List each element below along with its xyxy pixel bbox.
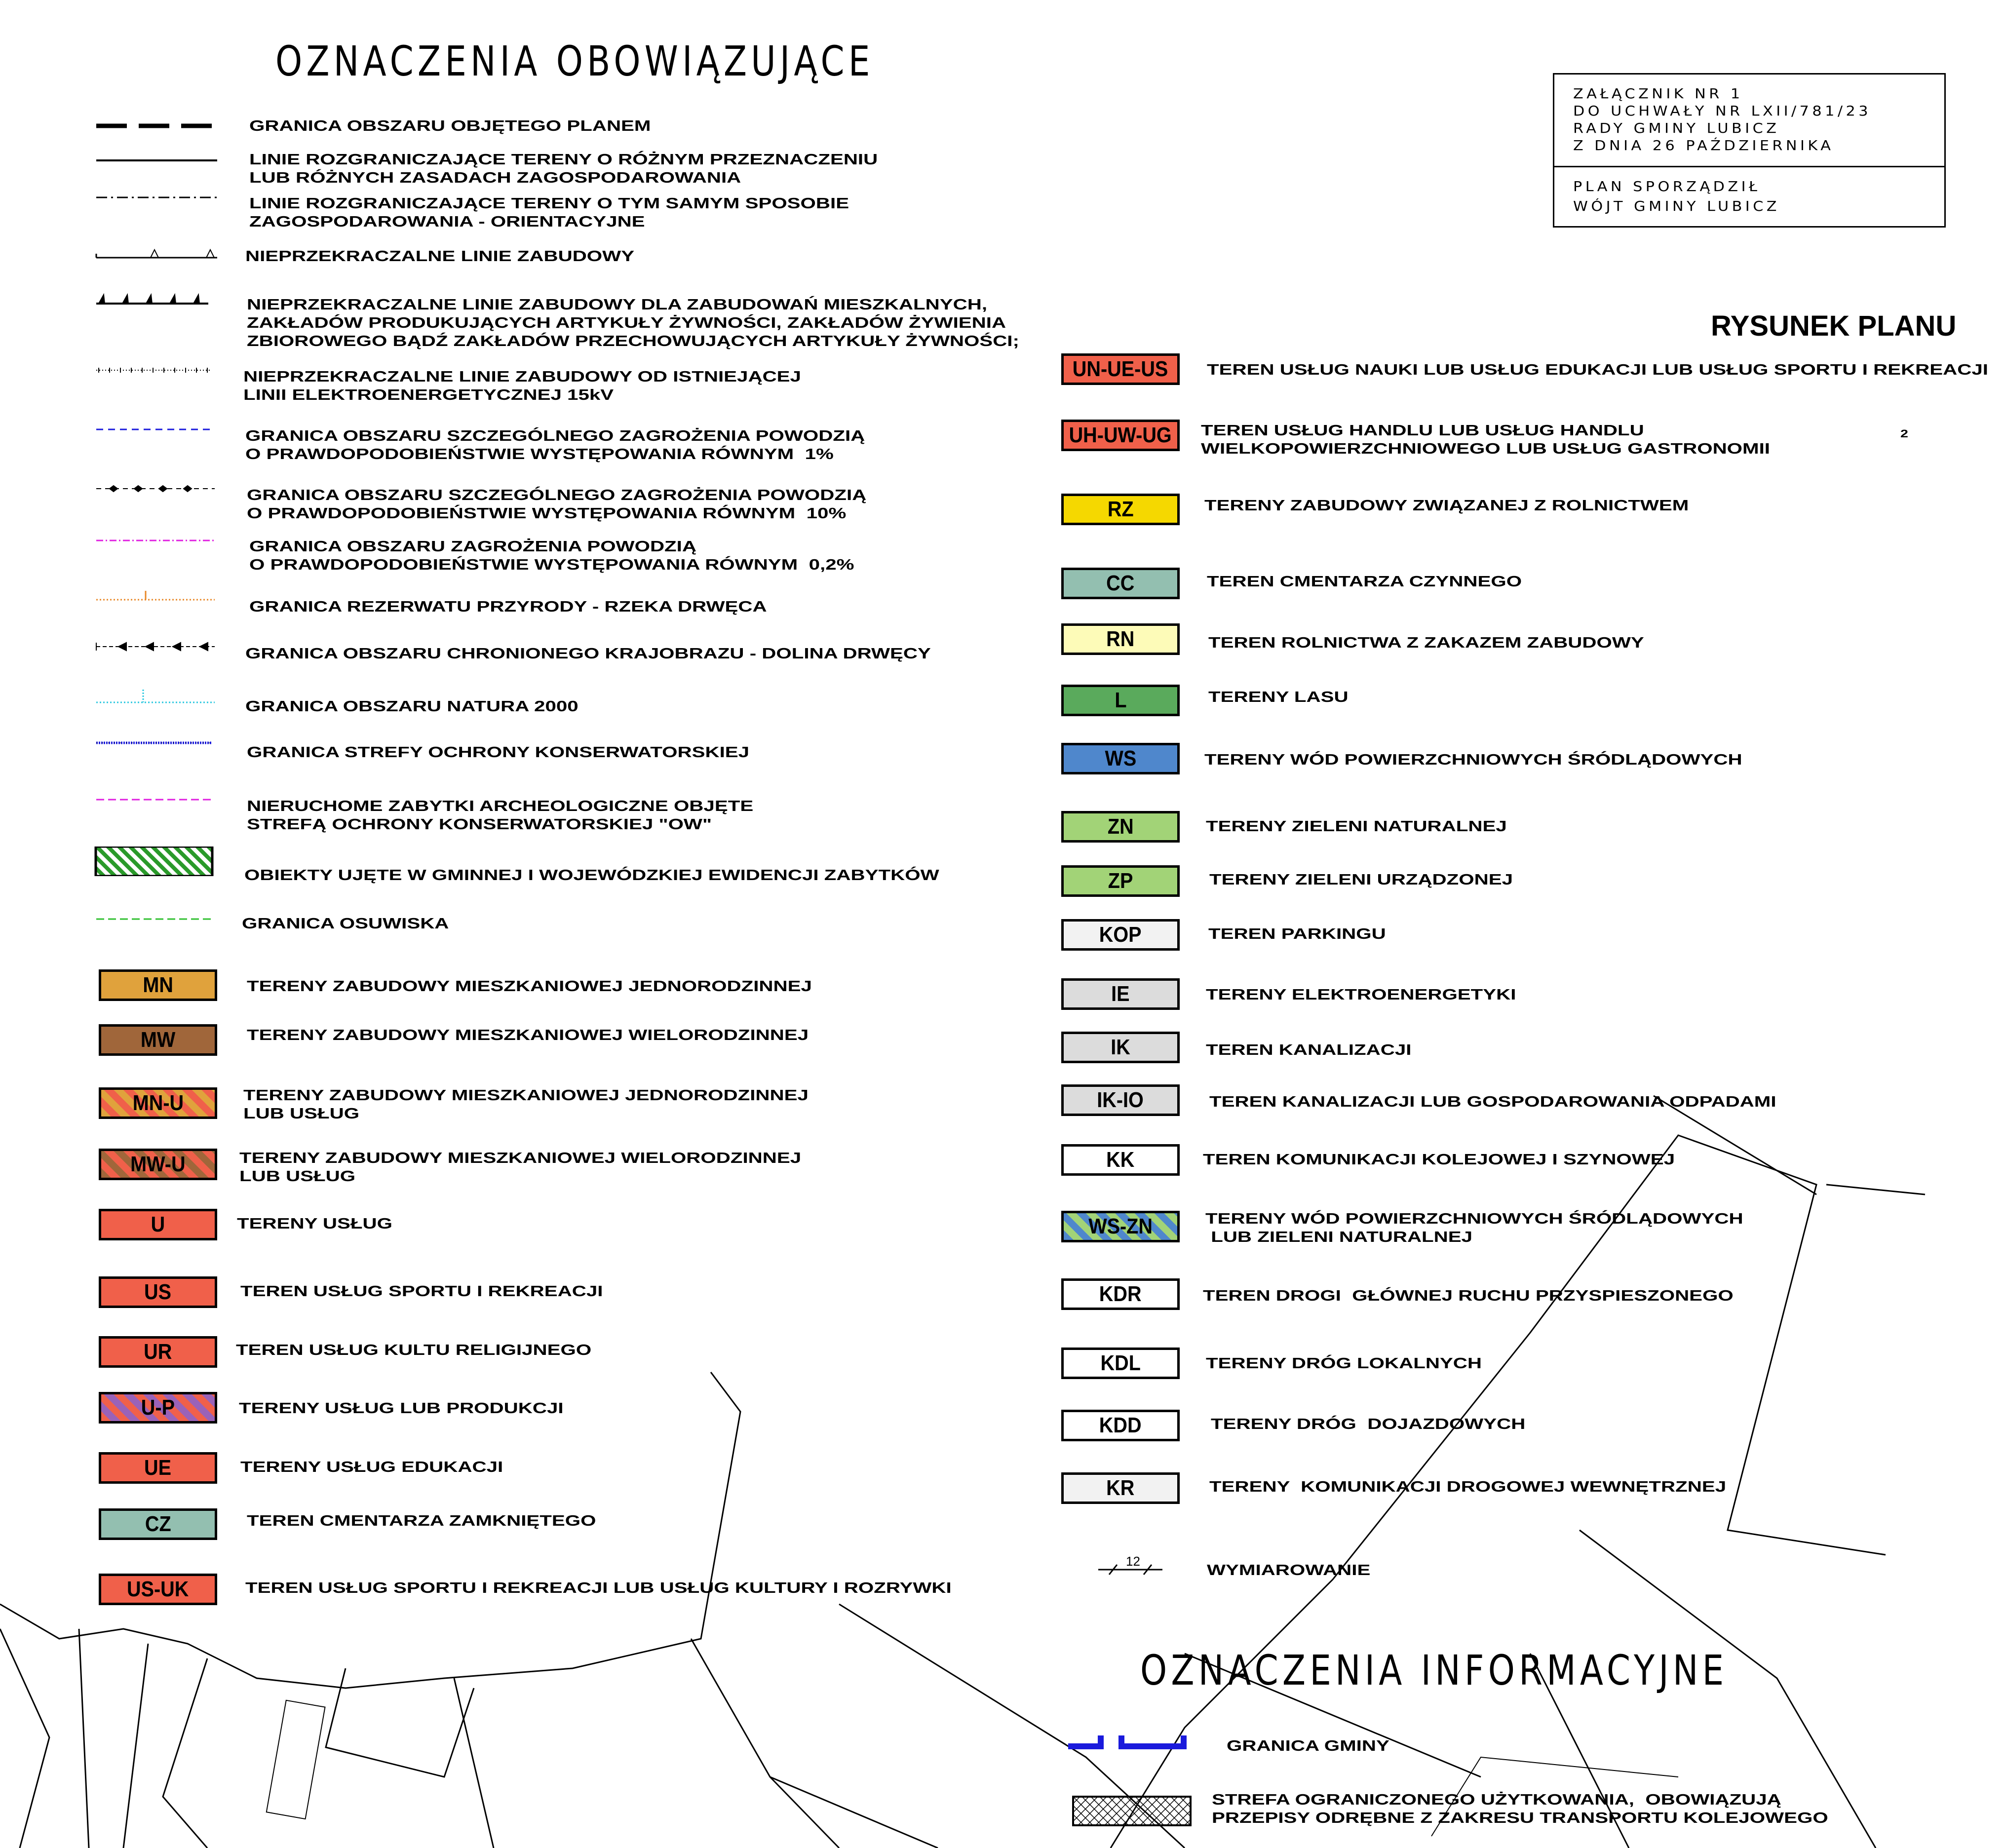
zone-symbol-ws — [1061, 743, 1180, 774]
zone-symbol-u-p — [99, 1392, 217, 1424]
zone-symbol-zn — [1061, 811, 1180, 843]
attachment-line: ZAŁĄCZNIK NR 1 — [1573, 85, 1743, 102]
zone-code: KDR — [1099, 1282, 1142, 1306]
line-symbol-open-tri — [94, 238, 222, 268]
zone-code: L — [1114, 688, 1127, 712]
zone-description: TEREN KANALIZACJI LUB GOSPODAROWANIA ODPADAMI — [1209, 1093, 1776, 1110]
zone-code: US-UK — [127, 1577, 189, 1601]
zone-description: TEREN USŁUG HANDLU LUB USŁUG HANDLU WIELKOPOWIERZCHNIOWEGO LUB USŁUG GASTRONOMII — [1201, 422, 1770, 457]
zone-code: KDL — [1100, 1351, 1141, 1375]
zone-code: WS-ZN — [1088, 1214, 1153, 1238]
zone-symbol-un-ue-us — [1061, 353, 1180, 385]
zone-description: TEREN DROGI GŁÓWNEJ RUCHU PRZYSPIESZONEGO — [1203, 1287, 1734, 1304]
zone-code: MN — [143, 973, 173, 997]
crosshatch-symbol — [1072, 1796, 1192, 1826]
zone-description: TERENY DRÓG LOKALNYCH — [1206, 1354, 1482, 1372]
zone-description: TEREN CMENTARZA CZYNNEGO — [1207, 573, 1522, 590]
zone-symbol-ur — [99, 1336, 217, 1368]
line-symbol-green-dash — [94, 904, 222, 934]
zone-code: UR — [144, 1340, 172, 1364]
zone-description: TERENY WÓD POWIERZCHNIOWYCH ŚRÓDLĄDOWYCH LUB ZIELENI NATURALNEJ — [1205, 1210, 1743, 1245]
zone-symbol-cc — [1061, 568, 1180, 599]
line-legend-text: GRANICA OBSZARU SZCZEGÓLNEGO ZAGROŻENIA POWODZIĄ O PRAWDOPODOBIEŃSTWIE WYSTĘPOWANIA RÓWNYM 10% — [247, 486, 867, 522]
line-legend-text: GRANICA REZERWATU PRZYRODY - RZEKA DRWĘCA — [249, 598, 767, 615]
attachment-author: PLAN SPORZĄDZIŁ — [1573, 178, 1761, 194]
zone-description: TERENY ZABUDOWY MIESZKANIOWEJ JEDNORODZINNEJ LUB USŁUG — [243, 1086, 809, 1122]
zone-description: TERENY KOMUNIKACJI DROGOWEJ WEWNĘTRZNEJ — [1209, 1478, 1727, 1495]
zone-symbol-rz — [1061, 494, 1180, 525]
stray-mark: 2 — [1900, 427, 1908, 440]
zone-description: TERENY ZABUDOWY ZWIĄZANEJ Z ROLNICTWEM — [1204, 497, 1689, 514]
zone-symbol-us-uk — [99, 1574, 217, 1605]
line-symbol-filled-tri — [94, 284, 222, 313]
zone-symbol-ik-io — [1061, 1084, 1180, 1116]
zone-symbol-us — [99, 1276, 217, 1308]
zone-description: TERENY USŁUG — [237, 1215, 392, 1232]
dimension-symbol — [1098, 1550, 1167, 1579]
municipality-boundary-symbol — [1066, 1732, 1190, 1757]
attachment-line: RADY GMINY LUBICZ — [1573, 120, 1780, 136]
line-symbol-orange-dot — [94, 585, 222, 615]
attachment-author: WÓJT GMINY LUBICZ — [1573, 198, 1780, 214]
zone-code: U-P — [141, 1395, 175, 1420]
line-legend-text: GRANICA STREFY OCHRONY KONSERWATORSKIEJ — [247, 743, 750, 761]
zone-symbol-mw-u — [99, 1149, 217, 1180]
zone-code: MN-U — [132, 1091, 184, 1115]
zone-symbol-ie — [1061, 978, 1180, 1010]
zone-code: ZP — [1108, 869, 1133, 893]
line-symbol-blue-dotdense — [94, 728, 222, 758]
zone-description: TEREN KOMUNIKACJI KOLEJOWEJ I SZYNOWEJ — [1203, 1151, 1675, 1168]
zone-symbol-ue — [99, 1452, 217, 1484]
zone-description: TERENY ZIELENI NATURALNEJ — [1206, 817, 1507, 835]
attachment-line: Z DNIA 26 PAŹDZIERNIKA — [1573, 137, 1834, 154]
zone-code: IK — [1111, 1035, 1130, 1059]
zone-symbol-ws-zn — [1061, 1211, 1180, 1242]
zone-code: CZ — [145, 1512, 171, 1536]
zone-code: ZN — [1107, 814, 1134, 839]
line-legend-text: NIERUCHOME ZABYTKI ARCHEOLOGICZNE OBJĘTE STREFĄ OCHRONY KONSERWATORSKIEJ "OW" — [247, 797, 754, 833]
zone-code: KR — [1106, 1476, 1135, 1500]
zone-code: UN-UE-US — [1073, 357, 1168, 381]
zone-symbol-mn-u — [99, 1087, 217, 1119]
zone-description: TERENY USŁUG LUB PRODUKCJI — [239, 1399, 564, 1417]
zone-symbol-kr — [1061, 1472, 1180, 1504]
zone-code: US — [144, 1280, 172, 1304]
line-legend-text: NIEPRZEKRACZALNE LINIE ZABUDOWY OD ISTNIEJĄCEJ LINII ELEKTROENERGETYCZNEJ 15kV — [243, 368, 801, 403]
zone-code: MW-U — [130, 1152, 186, 1176]
line-symbol-cyan-dot — [94, 684, 222, 713]
line-legend-text: LINIE ROZGRANICZAJĄCE TERENY O TYM SAMYM SPOSOBIE ZAGOSPODAROWANIA - ORIENTACYJNE — [249, 194, 849, 230]
zone-description: TEREN CMENTARZA ZAMKNIĘTEGO — [247, 1512, 596, 1529]
zone-code: MW — [140, 1028, 176, 1052]
line-legend-text: GRANICA OBSZARU NATURA 2000 — [245, 697, 578, 715]
zone-code: CC — [1106, 571, 1135, 595]
zone-description: TERENY ZABUDOWY MIESZKANIOWEJ JEDNORODZINNEJ — [247, 977, 812, 995]
zone-description: TERENY DRÓG DOJAZDOWYCH — [1211, 1415, 1526, 1432]
attachment-line: DO UCHWAŁY NR LXII/781/23 — [1573, 103, 1871, 119]
dimension-value: 12 — [1126, 1554, 1140, 1569]
zone-code: KDD — [1099, 1413, 1142, 1437]
zone-description: TERENY ZABUDOWY MIESZKANIOWEJ WIELORODZINNEJ — [247, 1026, 809, 1043]
drawing-title: RYSUNEK PLANU — [1711, 310, 1957, 342]
zone-code: UE — [144, 1456, 172, 1480]
zone-description: TEREN USŁUG SPORTU I REKREACJI LUB USŁUG KULTURY I ROZRYWKI — [245, 1579, 952, 1596]
zone-code: IK-IO — [1097, 1088, 1144, 1112]
line-symbol-diamond — [94, 474, 222, 503]
zone-symbol-kdd — [1061, 1410, 1180, 1441]
dimension-label: WYMIAROWANIE — [1207, 1561, 1371, 1578]
zone-code: KK — [1106, 1148, 1135, 1172]
line-legend-text: GRANICA OSUWISKA — [242, 915, 449, 932]
zone-symbol-mw — [99, 1024, 217, 1056]
zone-description: TEREN USŁUG KULTU RELIGIJNEGO — [236, 1341, 592, 1358]
zone-symbol-kdr — [1061, 1278, 1180, 1310]
attachment-box — [1553, 73, 1946, 228]
zone-description: TERENY WÓD POWIERZCHNIOWYCH ŚRÓDLĄDOWYCH — [1204, 751, 1742, 768]
zone-symbol-rn — [1061, 623, 1180, 655]
zone-code: KOP — [1099, 923, 1142, 947]
line-legend-text: GRANICA OBSZARU OBJĘTEGO PLANEM — [249, 117, 651, 134]
zone-symbol-zp — [1061, 865, 1180, 897]
zone-description: TERENY USŁUG EDUKACJI — [240, 1458, 503, 1475]
line-legend-text: OBIEKTY UJĘTE W GMINNEJ I WOJEWÓDZKIEJ EWIDENCJI ZABYTKÓW — [244, 866, 939, 884]
zone-code: UH-UW-UG — [1069, 423, 1172, 447]
zone-symbol-kk — [1061, 1144, 1180, 1176]
zone-symbol-ik — [1061, 1032, 1180, 1063]
zone-code: IE — [1111, 982, 1130, 1006]
line-legend-text: LINIE ROZGRANICZAJĄCE TERENY O RÓŻNYM PRZEZNACZENIU LUB RÓŻNYCH ZASADACH ZAGOSPODAROWANIA — [249, 151, 878, 186]
zone-symbol-kdl — [1061, 1348, 1180, 1379]
line-symbol-dot-tick — [94, 355, 222, 385]
zone-description: TERENY ZIELENI URZĄDZONEJ — [1209, 871, 1513, 888]
zone-description: TEREN PARKINGU — [1208, 925, 1386, 942]
zone-description: TERENY ELEKTROENERGETYKI — [1206, 986, 1516, 1003]
zone-symbol-l — [1061, 685, 1180, 716]
line-symbol-arrow-dash — [94, 632, 222, 661]
zone-description: TERENY LASU — [1208, 688, 1349, 705]
line-legend-text: GRANICA OBSZARU ZAGROŻENIA POWODZIĄ O PRAWDOPODOBIEŃSTWIE WYSTĘPOWANIA RÓWNYM 0,2% — [249, 538, 854, 573]
zone-symbol-u — [99, 1209, 217, 1240]
zone-description: TEREN USŁUG NAUKI LUB USŁUG EDUKACJI LUB USŁUG SPORTU I REKREACJI — [1207, 361, 1988, 378]
line-symbol-dash-dot — [94, 183, 222, 212]
line-legend-text: GRANICA OBSZARU CHRONIONEGO KRAJOBRAZU - DOLINA DRWĘCY — [245, 645, 931, 662]
line-symbol-magenta-dash — [94, 785, 222, 814]
line-symbol-dash-heavy — [94, 111, 222, 141]
line-legend-text: GRANICA OBSZARU SZCZEGÓLNEGO ZAGROŻENIA POWODZIĄ O PRAWDOPODOBIEŃSTWIE WYSTĘPOWANIA RÓWNYM 1% — [245, 427, 865, 462]
header-info: OZNACZENIA INFORMACYJNE — [1140, 1646, 1728, 1694]
line-symbol-solid — [94, 146, 222, 175]
zone-code: RN — [1106, 627, 1135, 651]
line-legend-text: NIEPRZEKRACZALNE LINIE ZABUDOWY DLA ZABUDOWAŃ MIESZKALNYCH, ZAKŁADÓW PRODUKUJĄCYCH ARTYKUŁY ŻYWNOŚCI, ZAKŁADÓW ŻYWIENIA ZBIOROWEGO BĄDŹ ZAKŁADÓW PRZECHOWUJĄCYCH ARTYKUŁY ŻYWNOŚCI; — [247, 296, 1019, 349]
zone-symbol-kop — [1061, 919, 1180, 951]
zone-description: TEREN ROLNICTWA Z ZAKAZEM ZABUDOWY — [1208, 634, 1644, 651]
zone-description: TEREN USŁUG SPORTU I REKREACJI — [240, 1282, 603, 1300]
line-legend-text: NIEPRZEKRACZALNE LINIE ZABUDOWY — [245, 247, 635, 265]
info-text: STREFA OGRANICZONEGO UŻYTKOWANIA, OBOWIĄZUJĄ PRZEPISY ODRĘBNE Z ZAKRESU TRANSPORTU KOLEJOWEGO — [1212, 1791, 1828, 1826]
header-main: OZNACZENIA OBOWIĄZUJĄCE — [275, 37, 874, 85]
zone-symbol-cz — [99, 1508, 217, 1540]
zone-code: U — [151, 1212, 165, 1236]
zone-code: WS — [1105, 746, 1136, 770]
zone-symbol-uh-uw-ug — [1061, 420, 1180, 451]
zone-symbol-mn — [99, 969, 217, 1001]
info-text: GRANICA GMINY — [1227, 1737, 1389, 1754]
zone-code: RZ — [1107, 497, 1134, 521]
line-symbol-magenta-dashdot — [94, 526, 222, 555]
line-symbol-blue-dash — [94, 415, 222, 444]
zone-description: TERENY ZABUDOWY MIESZKANIOWEJ WIELORODZINNEJ LUB USŁUG — [239, 1149, 802, 1185]
zone-description: TEREN KANALIZACJI — [1206, 1041, 1412, 1058]
attachment-separator — [1554, 166, 1944, 167]
line-symbol-green-hatch — [94, 847, 222, 876]
